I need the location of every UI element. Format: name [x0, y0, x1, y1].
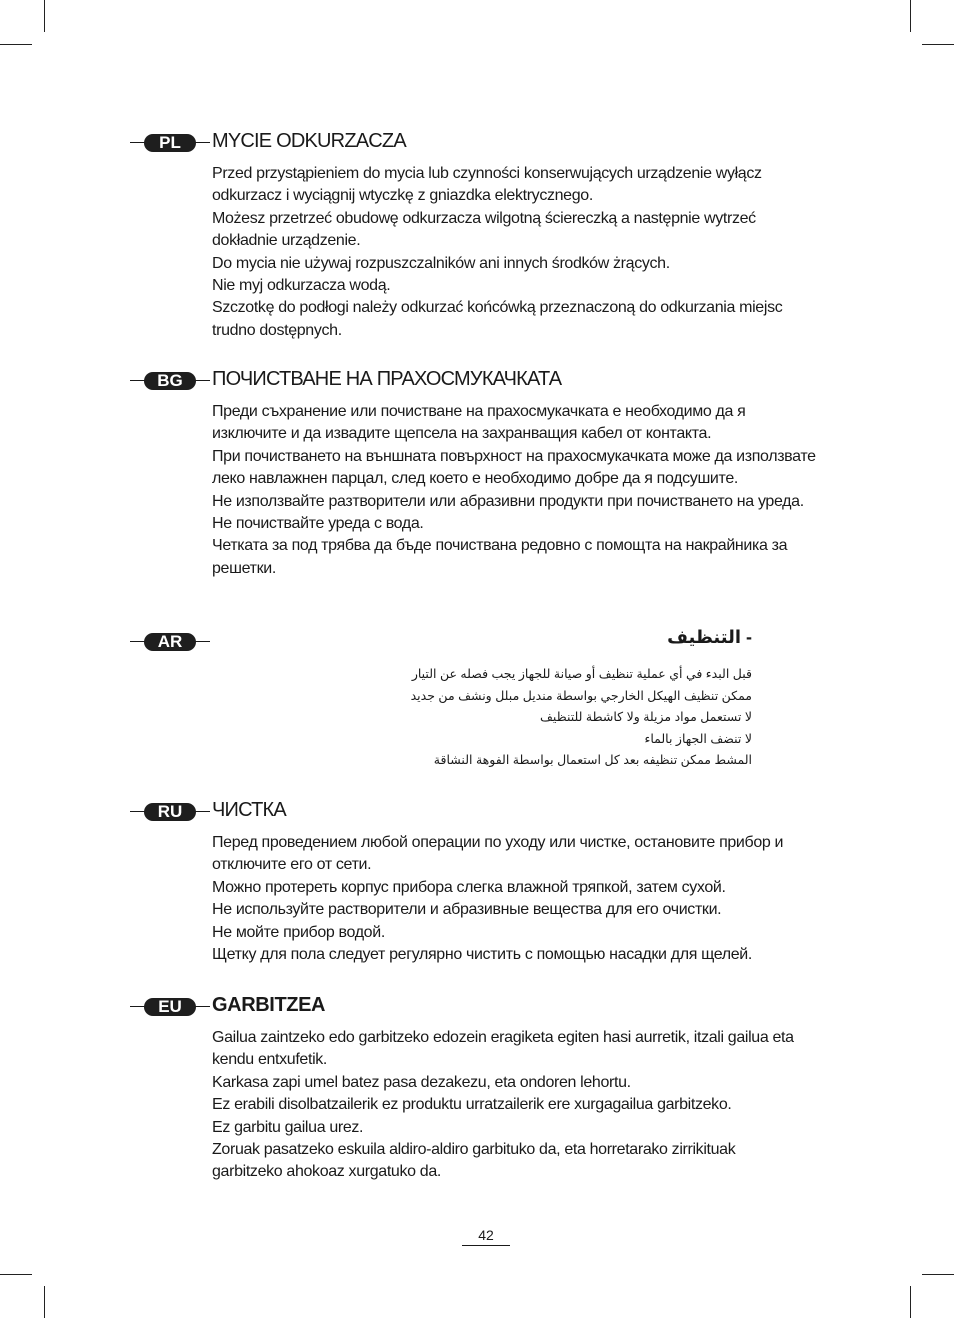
paragraph-line: Gailua zaintzeko edo garbitzeko edozein eragiketa egiten hasi aurretik, itzali gailua eta: [212, 1029, 794, 1046]
paragraph-line: Ez erabili disolbatzailerik ez produktu urratzailerik ere xurgagailua garbitzeko.: [212, 1096, 732, 1114]
paragraph-line: При почистването на външната повърхност на прахосмукачката може да използвате: [212, 447, 816, 465]
paragraph-line: لا تستعمل مواد مزيلة ولا كاشطة للتنظيف: [539, 710, 752, 725]
paragraph-line: Szczotkę do podłogi należy odkurzać końcówką przeznaczoną do odkurzania miejsc: [212, 299, 783, 317]
paragraph-line: Четката за под трябва да бъде почиствана редовно с помощта на накрайника за: [212, 537, 788, 555]
language-marker: [130, 133, 210, 153]
section-title: ПОЧИСТВАНЕ НА ПРАХОСМУКАЧКАТА: [212, 368, 562, 390]
paragraph-line: trudno dostępnych.: [212, 321, 342, 339]
paragraph-line: لا تنضف الجهاز بالماء: [644, 731, 752, 746]
section-title: ЧИСТКА: [212, 799, 286, 821]
language-marker: [130, 997, 210, 1017]
section-title: - التنظيف: [667, 627, 752, 647]
language-badge: RU: [144, 803, 196, 821]
section-body: [212, 163, 842, 342]
crop-mark: [922, 44, 954, 45]
page-number-underline: [462, 1245, 510, 1246]
paragraph-line: kendu entxufetik.: [212, 1051, 328, 1069]
language-badge: EU: [144, 998, 196, 1016]
crop-mark: [44, 1286, 45, 1318]
paragraph-line: изключите и да извадите щепсела на захранващия кабел от контакта.: [212, 425, 712, 443]
paragraph-line: леко навлажнен парцал, след което е необходимо добре да я подсушите.: [212, 470, 738, 488]
language-badge: BG: [144, 372, 196, 390]
paragraph-line: Ez garbitu gailua urez.: [212, 1118, 364, 1136]
section-body: [212, 401, 842, 580]
paragraph-line: Щетку для пола следует регулярно чистить с помощью насадки для щелей.: [212, 946, 752, 964]
paragraph-line: Не почиствайте уреда с вода.: [212, 515, 424, 533]
section-body: [212, 832, 842, 966]
crop-mark: [910, 0, 911, 32]
paragraph-line: Можно протереть корпус прибора слегка влажной тряпкой, затем сухой.: [212, 878, 726, 896]
language-badge: AR: [144, 633, 196, 651]
paragraph-line: Не мойте прибор водой.: [212, 923, 385, 941]
paragraph-line: Перед проведением любой операции по уходу или чистке, остановите прибор и: [212, 834, 784, 851]
language-marker: [130, 632, 210, 652]
crop-mark: [910, 1286, 911, 1318]
crop-mark: [0, 1274, 32, 1275]
paragraph-line: Możesz przetrzeć obudowę odkurzacza wilgotną ściereczką a następnie wytrzeć: [212, 209, 756, 227]
section-body: [212, 1027, 842, 1184]
paragraph-line: ممكن تنظيف الهيكل الخارجي بواسطة منديل مبلل ونشف من جديد: [410, 688, 752, 703]
section-body: [302, 664, 752, 772]
language-marker: [130, 802, 210, 822]
crop-mark: [44, 0, 45, 32]
page-number: 42: [478, 1227, 494, 1243]
paragraph-line: Преди съхранение или почистване на прахосмукачката е необходимо да я: [212, 403, 746, 420]
paragraph-line: قبل البدء في أي عملية تنظيف أو صيانة للجهاز يجب فصله عن التيار: [411, 667, 752, 681]
paragraph-line: Не используйте растворители и абразивные вещества для его очистки.: [212, 901, 722, 919]
paragraph-line: Przed przystąpieniem do mycia lub czynności konserwujących urządzenie wyłącz: [212, 165, 762, 182]
section-title: MYCIE ODKURZACZA: [212, 130, 406, 152]
paragraph-line: Karkasa zapi umel batez pasa dezakezu, eta ondoren lehortu.: [212, 1073, 631, 1091]
language-marker: [130, 371, 210, 391]
crop-mark: [0, 44, 32, 45]
paragraph-line: garbitzeko ahokoaz xurgatuko da.: [212, 1163, 441, 1181]
paragraph-line: Do mycia nie używaj rozpuszczalników ani innych środków żrących.: [212, 254, 670, 272]
paragraph-line: dokładnie urządzenie.: [212, 232, 361, 250]
language-badge: PL: [144, 134, 196, 152]
paragraph-line: решетки.: [212, 559, 276, 577]
paragraph-line: odkurzacz i wyciągnij wtyczkę z gniazdka elektrycznego.: [212, 187, 593, 205]
paragraph-line: Zoruak pasatzeko eskuila aldiro-aldiro garbituko da, eta horretarako zirrikituak: [212, 1141, 736, 1159]
paragraph-line: Nie myj odkurzacza wodą.: [212, 277, 391, 295]
section-title: GARBITZEA: [212, 994, 326, 1016]
paragraph-line: المشط ممكن تنظيفه بعد كل استعمال بواسطة الفوهة النشاقة: [433, 753, 752, 768]
paragraph-line: отключите его от сети.: [212, 856, 372, 874]
crop-mark: [922, 1274, 954, 1275]
paragraph-line: Не използвайте разтворители или абразивни продукти при почистването на уреда.: [212, 492, 804, 510]
